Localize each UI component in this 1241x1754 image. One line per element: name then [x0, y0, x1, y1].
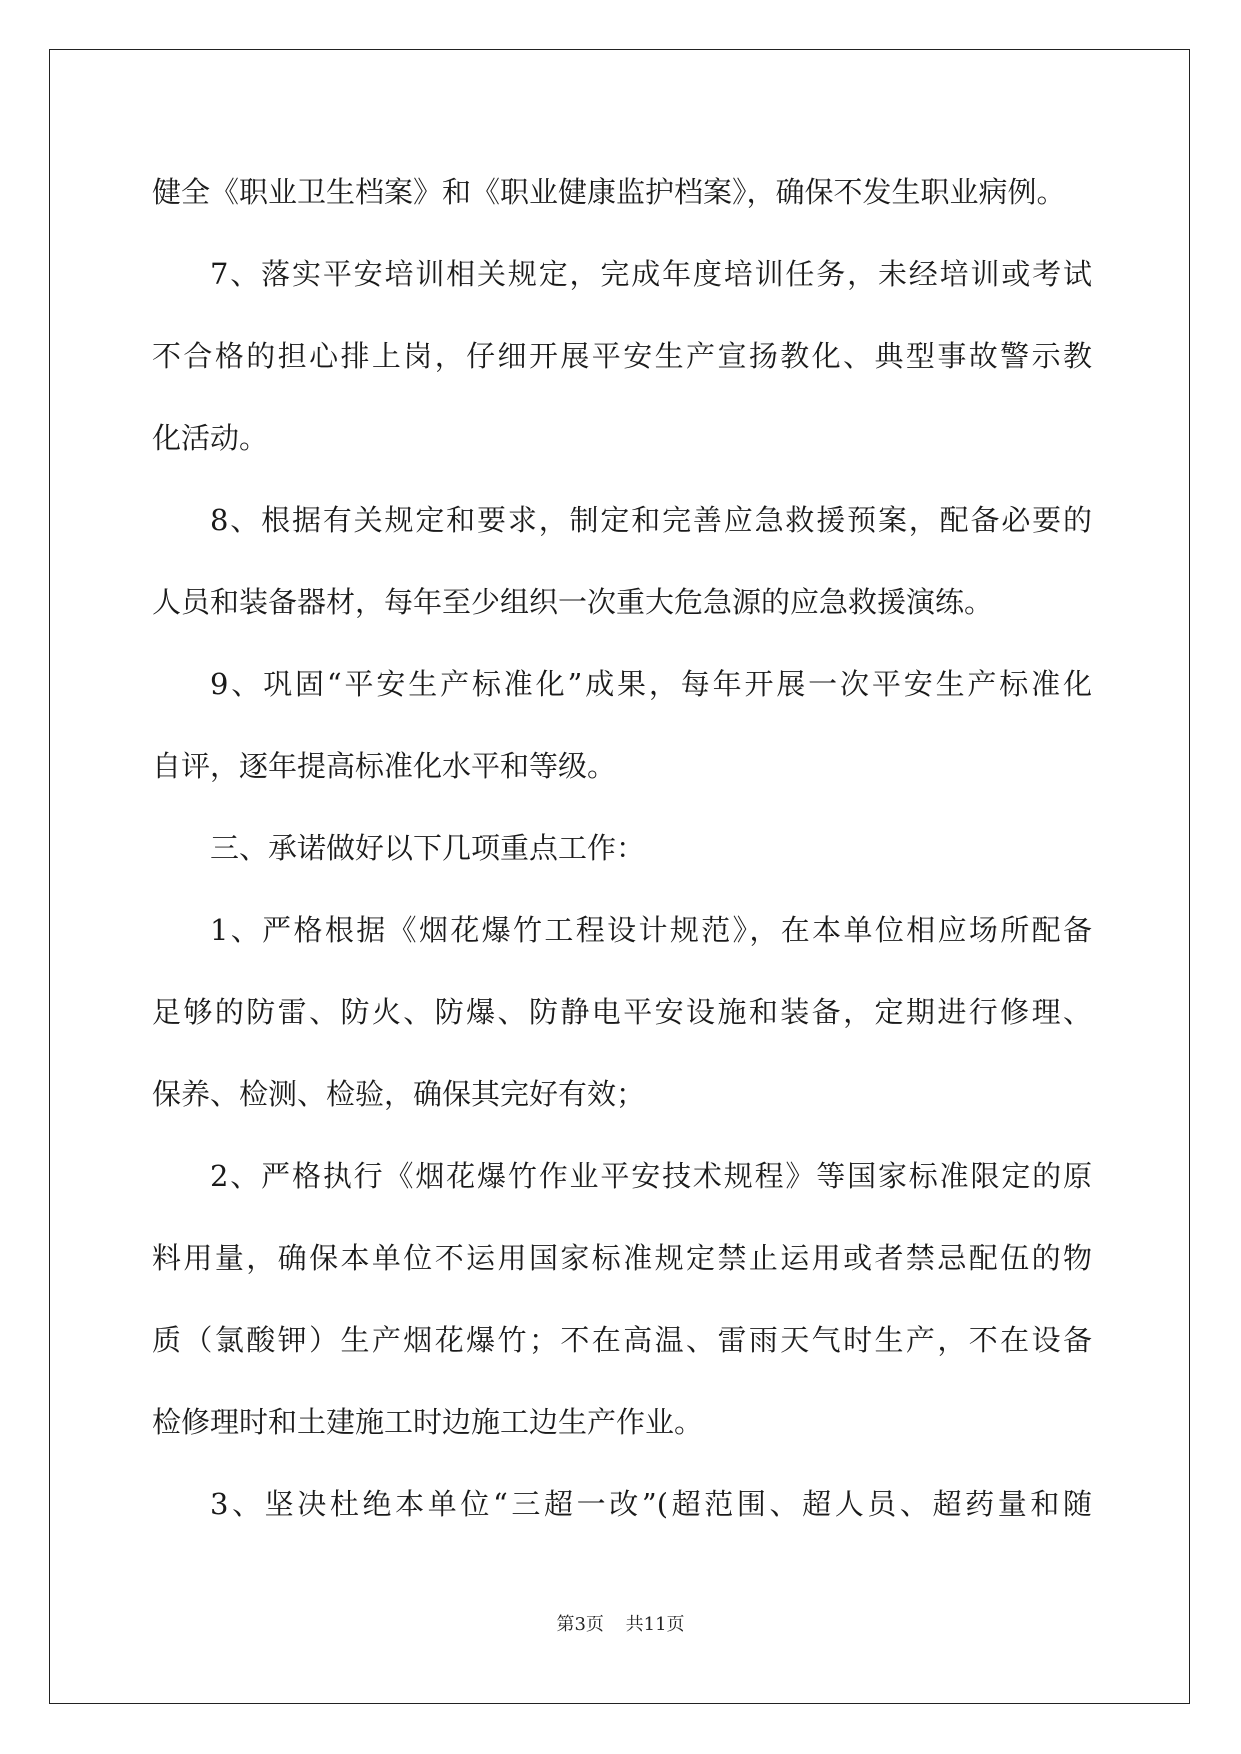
text-line: 8、根据有关规定和要求，制定和完善应急救援预案，配备必要的 [210, 503, 1092, 537]
text-line: 7、落实平安培训相关规定，完成年度培训任务，未经培训或考试 [210, 257, 1092, 291]
text-line: 质（氯酸钾）生产烟花爆竹；不在高温、雷雨天气时生产，不在设备 [152, 1323, 1092, 1357]
text-line: 人员和装备器材，每年至少组织一次重大危急源的应急救援演练。 [152, 585, 994, 619]
page-number: 第3页 [556, 1614, 604, 1635]
text-line: 足够的防雷、防火、防爆、防静电平安设施和装备，定期进行修理、 [152, 995, 1092, 1029]
text-line: 自评，逐年提高标准化水平和等级。 [152, 749, 617, 783]
text-line: 3、坚决杜绝本单位“三超一改”(超范围、超人员、超药量和随 [210, 1487, 1092, 1521]
text-line: 2、严格执行《烟花爆竹作业平安技术规程》等国家标准限定的原 [210, 1159, 1092, 1193]
text-line: 化活动。 [152, 421, 269, 455]
text-line: 三、承诺做好以下几项重点工作： [210, 831, 646, 865]
page-footer [0, 1610, 1241, 1636]
text-line: 料用量，确保本单位不运用国家标准规定禁止运用或者禁忌配伍的物 [152, 1241, 1092, 1275]
text-line: 1、严格根据《烟花爆竹工程设计规范》，在本单位相应场所配备 [210, 913, 1092, 947]
text-line: 健全《职业卫生档案》和《职业健康监护档案》，确保不发生职业病例。 [152, 175, 1066, 209]
text-line: 检修理时和土建施工时边施工边生产作业。 [152, 1405, 704, 1439]
text-line: 不合格的担心排上岗，仔细开展平安生产宣扬教化、典型事故警示教 [152, 339, 1092, 373]
document-body [152, 166, 1092, 1560]
text-line: 9、巩固“平安生产标准化”成果，每年开展一次平安生产标准化 [210, 667, 1092, 701]
page-total: 共11页 [625, 1614, 685, 1635]
text-line: 保养、检测、检验，确保其完好有效； [152, 1077, 646, 1111]
